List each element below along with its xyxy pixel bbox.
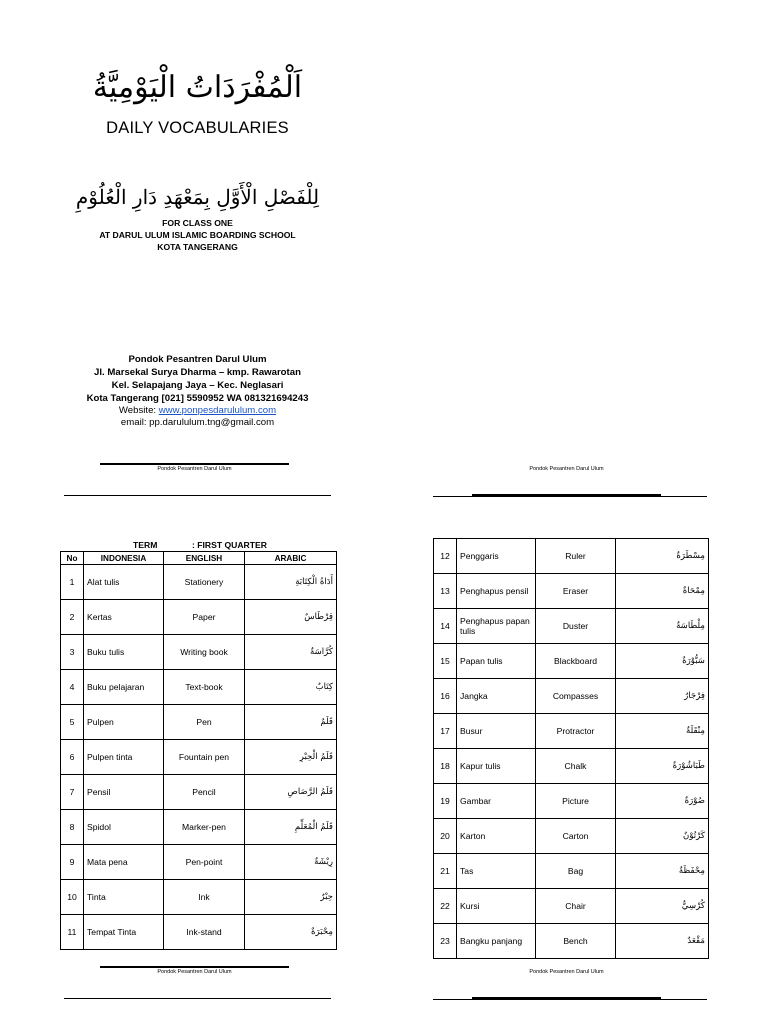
table-row <box>61 915 337 950</box>
cell-english: Pen-point <box>164 845 245 880</box>
address-line-2: Kel. Selapajang Jaya – Kec. Neglasari <box>111 380 284 391</box>
cell-indonesia: Kursi <box>457 889 536 924</box>
address-line-1: Jl. Marsekal Surya Dharma – kmp. Rawarotan <box>94 367 301 378</box>
cell-number: 8 <box>61 810 84 845</box>
table-row <box>434 609 709 644</box>
cell-arabic: كَرْتُوْنٌ <box>616 819 709 854</box>
cell-english: Eraser <box>536 574 616 609</box>
table-row <box>61 880 337 915</box>
cell-number: 10 <box>61 880 84 915</box>
footer-text: Pondok Pesantren Darul Ulum <box>529 969 604 975</box>
table-row <box>434 749 709 784</box>
table-row <box>434 679 709 714</box>
header-arabic: ARABIC <box>245 552 337 565</box>
cover-address-block <box>60 353 335 405</box>
phone-line: Kota Tangerang [021] 5590952 WA 081321694243 <box>86 393 309 404</box>
cell-number: 12 <box>434 539 457 574</box>
cell-number: 1 <box>61 565 84 600</box>
cell-number: 9 <box>61 845 84 880</box>
table-row <box>434 714 709 749</box>
term-label: TERM <box>133 540 158 550</box>
table-row <box>61 705 337 740</box>
cell-english: Blackboard <box>536 644 616 679</box>
table-row <box>61 775 337 810</box>
cell-arabic: مِحْفَظَةٌ <box>616 854 709 889</box>
cell-english: Bench <box>536 924 616 959</box>
footer-rule <box>100 966 289 968</box>
cell-arabic: قَلَمُ الْمُعَلِّمِ <box>245 810 337 845</box>
table-row <box>61 635 337 670</box>
table-row <box>61 565 337 600</box>
cell-arabic: كُرْسِيٌّ <box>616 889 709 924</box>
cell-number: 17 <box>434 714 457 749</box>
cover-city: KOTA TANGERANG <box>157 242 238 252</box>
cell-number: 21 <box>434 854 457 889</box>
header-no: No <box>61 552 84 565</box>
cell-number: 14 <box>434 609 457 644</box>
table-row <box>61 810 337 845</box>
page-bottom-line <box>433 496 707 497</box>
cell-number: 23 <box>434 924 457 959</box>
cell-indonesia: Bangku panjang <box>457 924 536 959</box>
table-row <box>434 539 709 574</box>
table-row <box>434 574 709 609</box>
footer-text: Pondok Pesantren Darul Ulum <box>157 969 232 975</box>
cell-english: Protractor <box>536 714 616 749</box>
table-header-row <box>61 552 337 565</box>
cover-school: AT DARUL ULUM ISLAMIC BOARDING SCHOOL <box>99 230 296 240</box>
cell-indonesia: Tas <box>457 854 536 889</box>
cell-indonesia: Pulpen <box>84 705 164 740</box>
table-row <box>434 854 709 889</box>
cell-indonesia: Karton <box>457 819 536 854</box>
cell-indonesia: Busur <box>457 714 536 749</box>
cell-english: Compasses <box>536 679 616 714</box>
cell-number: 4 <box>61 670 84 705</box>
cell-indonesia: Alat tulis <box>84 565 164 600</box>
cell-indonesia: Pensil <box>84 775 164 810</box>
cell-arabic: أَدَاةُ الْكِتَابَةِ <box>245 565 337 600</box>
cell-number: 16 <box>434 679 457 714</box>
cell-number: 22 <box>434 889 457 924</box>
cell-number: 11 <box>61 915 84 950</box>
cell-number: 20 <box>434 819 457 854</box>
vocabulary-table-first <box>60 551 337 950</box>
cell-indonesia: Tinta <box>84 880 164 915</box>
cell-arabic: صُوْرَةٌ <box>616 784 709 819</box>
header-indonesia: INDONESIA <box>84 552 164 565</box>
cell-arabic: مِسْطَرَةٌ <box>616 539 709 574</box>
cell-arabic: مِمْحَاةٌ <box>616 574 709 609</box>
cell-arabic: طَبَاشُوْرَةٌ <box>616 749 709 784</box>
cell-english: Marker-pen <box>164 810 245 845</box>
cover-contact <box>60 405 335 429</box>
cell-arabic: قَلَمُ الْحِبْرِ <box>245 740 337 775</box>
cell-english: Picture <box>536 784 616 819</box>
cell-english: Pen <box>164 705 245 740</box>
cell-indonesia: Buku pelajaran <box>84 670 164 705</box>
cell-arabic: رِيْشَةٌ <box>245 845 337 880</box>
cell-number: 6 <box>61 740 84 775</box>
cover-title-arabic: اَلْمُفْرَدَاتُ الْيَوْمِيَّةُ <box>92 70 303 105</box>
cell-english: Chair <box>536 889 616 924</box>
cell-english: Chalk <box>536 749 616 784</box>
table-row <box>434 644 709 679</box>
cell-arabic: مِنْقَلَةٌ <box>616 714 709 749</box>
cell-number: 5 <box>61 705 84 740</box>
cell-english: Pencil <box>164 775 245 810</box>
cell-indonesia: Tempat Tinta <box>84 915 164 950</box>
website-line <box>60 405 335 417</box>
cell-arabic: مِحْبَرَةٌ <box>245 915 337 950</box>
cell-number: 18 <box>434 749 457 784</box>
cell-arabic: قَلَمُ الرَّصَاصِ <box>245 775 337 810</box>
cell-indonesia: Gambar <box>457 784 536 819</box>
institution-name: Pondok Pesantren Darul Ulum <box>128 354 267 365</box>
cell-number: 3 <box>61 635 84 670</box>
cell-arabic: حِبْرٌ <box>245 880 337 915</box>
cell-english: Text-book <box>164 670 245 705</box>
cell-english: Bag <box>536 854 616 889</box>
cell-english: Stationery <box>164 565 245 600</box>
page-bottom-line <box>433 999 707 1000</box>
page-bottom-line <box>64 998 331 999</box>
cell-number: 15 <box>434 644 457 679</box>
cell-english: Fountain pen <box>164 740 245 775</box>
cell-indonesia: Penghapus pensil <box>457 574 536 609</box>
table-row <box>434 889 709 924</box>
table-row <box>61 845 337 880</box>
cell-english: Writing book <box>164 635 245 670</box>
cell-arabic: مِلْطَاسَةٌ <box>616 609 709 644</box>
table-row <box>61 600 337 635</box>
term-value: : FIRST QUARTER <box>192 540 267 550</box>
email-line: email: pp.darululum.tng@gmail.com <box>120 417 275 428</box>
cover-title-english: DAILY VOCABULARIES <box>106 119 289 137</box>
cell-indonesia: Kertas <box>84 600 164 635</box>
cell-english: Carton <box>536 819 616 854</box>
table-row <box>434 924 709 959</box>
table-row <box>61 670 337 705</box>
table-row <box>434 784 709 819</box>
cell-arabic: كِتَابٌ <box>245 670 337 705</box>
cell-indonesia: Buku tulis <box>84 635 164 670</box>
cell-english: Ink-stand <box>164 915 245 950</box>
table-row <box>434 819 709 854</box>
cell-arabic: كُرَّاسَةٌ <box>245 635 337 670</box>
cell-arabic: فِرْجَارٌ <box>616 679 709 714</box>
footer-rule <box>100 463 289 465</box>
cell-english: Ink <box>164 880 245 915</box>
cell-number: 7 <box>61 775 84 810</box>
cell-indonesia: Mata pena <box>84 845 164 880</box>
cell-number: 2 <box>61 600 84 635</box>
cell-indonesia: Papan tulis <box>457 644 536 679</box>
footer-text: Pondok Pesantren Darul Ulum <box>157 466 232 472</box>
cover-for-class: FOR CLASS ONE <box>162 218 233 228</box>
cell-number: 19 <box>434 784 457 819</box>
cell-indonesia: Jangka <box>457 679 536 714</box>
cell-indonesia: Penghapus papan tulis <box>457 609 536 644</box>
header-english: ENGLISH <box>164 552 245 565</box>
footer-text: Pondok Pesantren Darul Ulum <box>529 466 604 472</box>
cell-english: Duster <box>536 609 616 644</box>
cell-arabic: قِرْطَاسٌ <box>245 600 337 635</box>
cell-english: Paper <box>164 600 245 635</box>
vocabulary-table-second <box>433 538 709 959</box>
website-link[interactable]: www.ponpesdarululum.com <box>158 405 277 416</box>
page-bottom-line <box>64 495 331 496</box>
cell-indonesia: Pulpen tinta <box>84 740 164 775</box>
website-label: Website: <box>118 405 157 416</box>
cell-indonesia: Penggaris <box>457 539 536 574</box>
cell-arabic: سَبُّوْرَةٌ <box>616 644 709 679</box>
cell-indonesia: Spidol <box>84 810 164 845</box>
cell-arabic: قَلَمٌ <box>245 705 337 740</box>
cell-arabic: مَقْعَدٌ <box>616 924 709 959</box>
cell-indonesia: Kapur tulis <box>457 749 536 784</box>
cell-english: Ruler <box>536 539 616 574</box>
table-row <box>61 740 337 775</box>
cell-number: 13 <box>434 574 457 609</box>
cover-subtitle-arabic: لِلْفَصْلِ الْأَوَّلِ بِمَعْهَدِ دَارِ الْعُلُوْمِ <box>75 185 320 209</box>
